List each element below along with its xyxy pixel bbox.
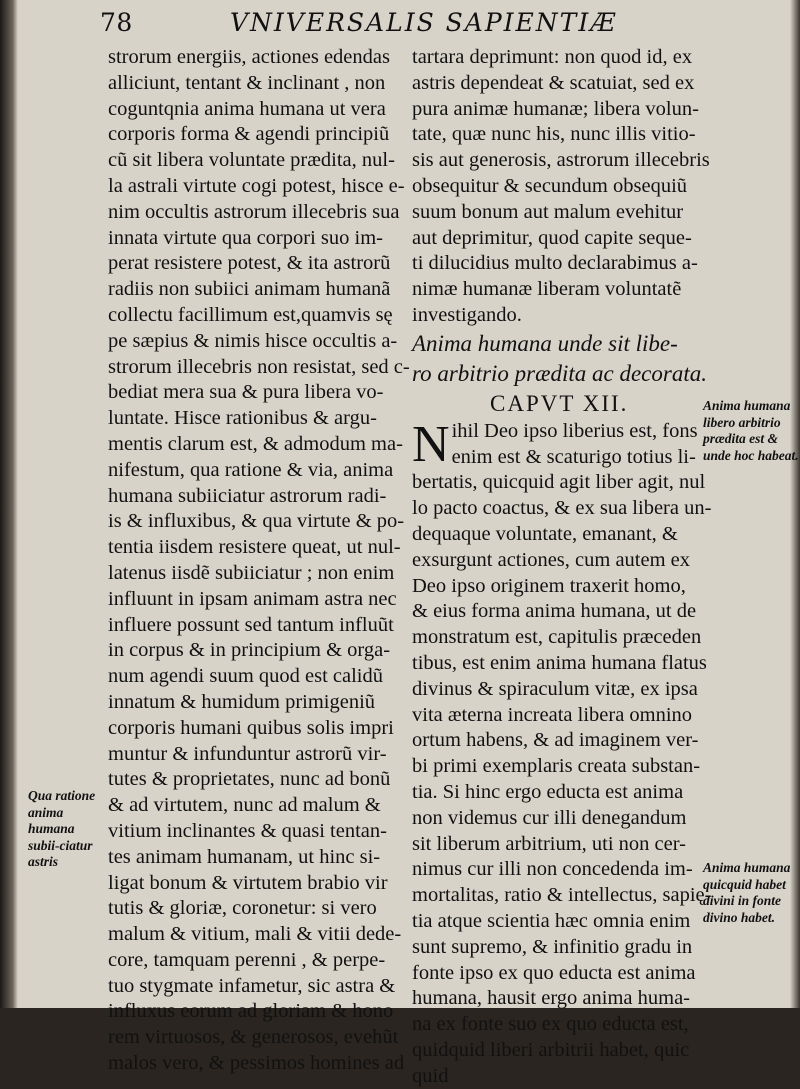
text-line: corporis forma & agendi principiũ xyxy=(108,123,390,146)
text-line: pura animæ humanæ; libera volun- xyxy=(412,97,699,120)
running-title: VNIVERSALIS SAPIENTIÆ xyxy=(230,8,618,37)
text-line: sis aut generosis, astrorum illecebris xyxy=(412,149,710,172)
marginal-note-right-1: Anima humana libero arbitrio prædita est & unde hoc habeat. xyxy=(703,398,799,463)
page-number: 78 xyxy=(100,8,133,37)
drop-cap: N xyxy=(412,415,450,473)
text-line: cũ sit libera voluntate prædita, nul- xyxy=(108,149,395,172)
text-line: influere possunt sed tantum influũt xyxy=(108,613,394,636)
text-line: malos vero, & pessimos homines ad xyxy=(108,1052,405,1075)
text-line: rem virtuosos, & generosos, evehũt xyxy=(108,1026,399,1049)
text-line: bertatis, quicquid agit liber agit, nul xyxy=(412,471,706,494)
text-line: tate, quæ nunc his, nunc illis vitio- xyxy=(412,123,696,146)
text-line: tutis & gloriæ, coronetur: si vero xyxy=(108,897,377,920)
text-line: alliciunt, tentant & inclinant , non xyxy=(108,71,386,94)
chapter-opening xyxy=(412,415,702,473)
marginal-note-right-2: Anima humana quicquid habet divini in fonte divino habet. xyxy=(703,860,791,925)
text-line: num agendi suum quod est calidũ xyxy=(108,665,383,688)
text-line: divinus & spiraculum vitæ, ex ipsa xyxy=(412,677,698,700)
text-line: & ad virtutem, nunc ad malum & xyxy=(108,794,381,817)
text-line: luntate. Hisce rationibus & argu- xyxy=(108,407,377,430)
text-line: innata virtute qua corpori suo im- xyxy=(108,226,383,249)
text-line: fonte ipso ex quo educta est anima xyxy=(412,961,696,984)
text-line: latenus iisdẽ subiiciatur ; non enim xyxy=(108,561,395,584)
page-edge-shadow xyxy=(790,0,800,1008)
right-column-opening-text xyxy=(412,45,710,329)
text-line: radiis non subiici animam humanã xyxy=(108,278,391,301)
marginal-note-left: Qua ratione anima humana subii-ciatur astris xyxy=(28,788,96,869)
text-line: na ex fonte suo ex quo educta est, xyxy=(412,1013,689,1036)
text-line: mortalitas, ratio & intellectus, sapię- xyxy=(412,884,712,907)
text-line: lo pacto coactus, & ex sua libera un- xyxy=(412,497,712,520)
text-line: bediat mera sua & pura libera vo- xyxy=(108,381,384,404)
text-line: corporis humani quibus solis impri xyxy=(108,716,394,739)
text-line: non videmus cur illi denegandum xyxy=(412,806,687,829)
text-line: nimæ humanæ liberam voluntatẽ xyxy=(412,278,682,301)
text-line: humana subiiciatur astrorum radi- xyxy=(108,484,387,507)
text-line: monstratum est, capitulis præceden xyxy=(412,626,702,649)
text-line: tartara deprimunt: non quod id, ex xyxy=(412,46,693,68)
text-line: tes animam humanam, ut hinc si- xyxy=(108,845,381,868)
text-line: tutes & proprietates, nunc ad bonũ xyxy=(108,768,391,791)
text-line: vitium inclinantes & quasi tentan- xyxy=(108,819,387,842)
text-line: tuo stygmate infametur, sic astra & xyxy=(108,974,396,997)
text-line: is & influxibus, & qua virtute & po- xyxy=(108,510,405,533)
running-head xyxy=(100,8,700,40)
text-line: obsequitur & secundum obsequiũ xyxy=(412,174,688,197)
text-line: mentis clarum est, & admodum ma- xyxy=(108,432,403,455)
text-line: tia atque scientia hæc omnia enim xyxy=(412,909,691,932)
text-line: la astrali virtute cogi potest, hisce e- xyxy=(108,174,405,197)
text-line: strorum illecebris non resistat, sed c- xyxy=(108,355,410,378)
text-line: innatum & humidum primigeniũ xyxy=(108,690,376,713)
text-line: quidquid liberi arbitrii habet, quic xyxy=(412,1038,690,1061)
text-line: aut deprimitur, quod capite seque- xyxy=(412,226,692,249)
text-line: influxus eorum ad gloriam & hono xyxy=(108,1000,394,1023)
chapter-heading-line-2: ro arbitrio prædita ac decorata. xyxy=(412,360,707,386)
text-line: tibus, est enim anima humana flatus xyxy=(412,651,707,674)
text-line: ti dilucidius multo declarabimus a- xyxy=(412,252,698,275)
text-line: core, tamquam perenni , & perpe- xyxy=(108,948,386,971)
text-line: bi primi exemplaris creata substan- xyxy=(412,755,701,778)
text-line: astris dependeat & scatuiat, sed ex xyxy=(412,71,695,94)
text-line: tia. Si hinc ergo educta est anima xyxy=(412,780,684,803)
page-gutter-shadow xyxy=(0,0,18,1008)
chapter-heading-line-1: Anima humana unde sit libe- xyxy=(412,330,678,356)
text-line: nim occultis astrorum illecebris sua xyxy=(108,200,400,223)
text-line: dequaque voluntate, emanant, & xyxy=(412,522,678,545)
text-line: exsurgunt actiones, cum autem ex xyxy=(412,548,691,571)
text-line: humana, hausit ergo anima huma- xyxy=(412,987,691,1010)
text-line: sit liberum arbitrium, uti non cer- xyxy=(412,832,686,855)
text-line: & eius forma anima humana, ut de xyxy=(412,600,697,623)
text-line: quid xyxy=(412,1064,449,1087)
text-line: enim est & scaturigo totius li- xyxy=(451,445,696,468)
text-line: pe sæpius & nimis hisce occultis a- xyxy=(108,329,398,352)
text-line: ligat bonum & virtutem brabio vir xyxy=(108,871,388,894)
text-line: collectu facillimum est,quamvis sę xyxy=(108,303,393,326)
chapter-number: CAPVT XII. xyxy=(490,390,629,416)
text-line: tentia iisdem resistere queat, ut nul- xyxy=(108,536,401,559)
text-line: strorum energiis, actiones edendas xyxy=(108,46,390,68)
text-line: coguntqnia anima humana ut vera xyxy=(108,97,386,120)
text-line: in corpus & in principium & orga- xyxy=(108,639,391,662)
text-line: malum & vitium, mali & vitii dede- xyxy=(108,923,402,946)
text-line: suum bonum aut malum evehitur xyxy=(412,200,684,223)
text-line: influunt in ipsam animam astra nec xyxy=(108,587,397,610)
right-column-chapter-text xyxy=(412,470,712,1089)
text-line: ortum habens, & ad imaginem ver- xyxy=(412,729,699,752)
text-line: Deo ipso originem traxerit homo, xyxy=(412,574,686,597)
text-line: vita æterna increata libera omnino xyxy=(412,703,693,726)
text-line: nifestum, qua ratione & via, anima xyxy=(108,458,394,481)
text-line: investigando. xyxy=(412,303,522,326)
text-line: nimus cur illi non concedenda im- xyxy=(412,858,693,881)
left-text-column xyxy=(108,45,410,1077)
text-line: perat resistere potest, & ita astrorũ xyxy=(108,252,391,275)
text-line: ihil Deo ipso liberius est, fons xyxy=(451,419,698,442)
text-line: sunt supremo, & infinitio gradu in xyxy=(412,935,693,958)
right-text-column xyxy=(412,45,712,1089)
text-line: muntur & infunduntur astrorũ vir- xyxy=(108,742,387,765)
